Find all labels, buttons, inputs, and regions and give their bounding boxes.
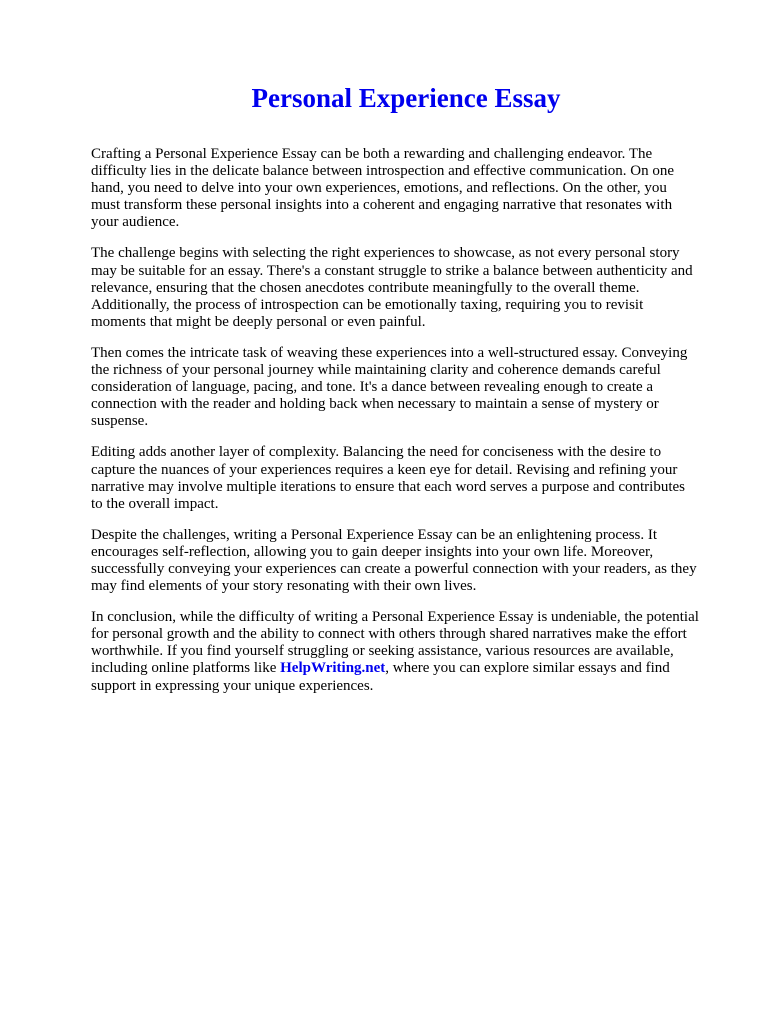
paragraph-list — [91, 146, 731, 595]
essay-paragraph — [91, 146, 731, 231]
paragraph-line: successfully conveying your experiences can create a powerful connection with your readers, as they — [91, 560, 697, 577]
paragraph-line: The challenge begins with selecting the right experiences to showcase, as not every personal story — [91, 245, 680, 262]
page-title: Personal Experience Essay — [251, 83, 561, 113]
paragraph-line: Editing adds another layer of complexity. Balancing the need for conciseness with the desire to — [91, 444, 662, 461]
paragraph-line: worthwhile. If you find yourself struggling or seeking assistance, various resources are available, — [91, 643, 674, 660]
paragraph-line: your audience. — [91, 214, 180, 231]
paragraph-line: narrative may involve multiple iterations to ensure that each word serves a purpose and contributes — [91, 478, 685, 495]
conclusion-paragraph — [91, 609, 731, 694]
paragraph-line: difficulty lies in the delicate balance between introspection and effective communication. On one — [91, 163, 674, 180]
paragraph-line: suspense. — [91, 413, 149, 430]
paragraph-line: Crafting a Personal Experience Essay can be both a rewarding and challenging endeavor. The — [91, 146, 653, 162]
paragraph-line: the richness of your personal journey while maintaining clarity and coherence demands careful — [91, 362, 661, 379]
essay-paragraph — [91, 527, 731, 595]
paragraph-line: to the overall impact. — [91, 495, 219, 512]
paragraph-line: encourages self-reflection, allowing you to gain deeper insights into your own life. Moreover, — [91, 543, 654, 560]
paragraph-line: for personal growth and the ability to connect with others through shared narratives make the effort — [91, 626, 687, 643]
paragraph-line: moments that might be deeply personal or even painful. — [91, 313, 426, 330]
paragraph-line-with-link — [91, 660, 731, 677]
paragraph-line: consideration of language, pacing, and tone. It's a dance between revealing enough to create a — [91, 379, 654, 396]
link-suffix-text: , where you can explore similar essays and find — [385, 660, 670, 677]
paragraph-line: In conclusion, while the difficulty of writing a Personal Experience Essay is undeniable, the potential — [91, 609, 699, 626]
essay-body — [91, 146, 731, 709]
essay-paragraph — [91, 245, 731, 330]
paragraph-line: must transform these personal insights into a coherent and engaging narrative that resonates with — [91, 197, 673, 214]
link-prefix-text: including online platforms like — [91, 660, 281, 677]
paragraph-line: relevance, ensuring that the chosen anecdotes contribute meaningfully to the overall theme. — [91, 279, 640, 296]
essay-paragraph — [91, 345, 731, 430]
helpwriting-link[interactable]: HelpWriting.net — [280, 660, 386, 677]
essay-paragraph — [91, 444, 731, 512]
paragraph-line: Despite the challenges, writing a Personal Experience Essay can be an enlightening process. It — [91, 526, 658, 543]
paragraph-line: connection with the reader and holding back when necessary to maintain a sense of mystery or — [91, 396, 659, 413]
paragraph-line: may be suitable for an essay. There's a constant struggle to strike a balance between authenticity and — [91, 262, 693, 279]
paragraph-line: may find elements of your story resonating with their own lives. — [91, 578, 477, 595]
paragraph-line: Additionally, the process of introspection can be emotionally taxing, requiring you to revisit — [91, 296, 644, 313]
paragraph-line: capture the nuances of your experiences requires a keen eye for detail. Revising and refining your — [91, 461, 678, 478]
paragraph-line: Then comes the intricate task of weaving these experiences into a well-structured essay. Conveying — [91, 344, 688, 361]
paragraph-line: support in expressing your unique experiences. — [91, 677, 374, 694]
paragraph-line: hand, you need to delve into your own experiences, emotions, and reflections. On the other, you — [91, 180, 667, 197]
